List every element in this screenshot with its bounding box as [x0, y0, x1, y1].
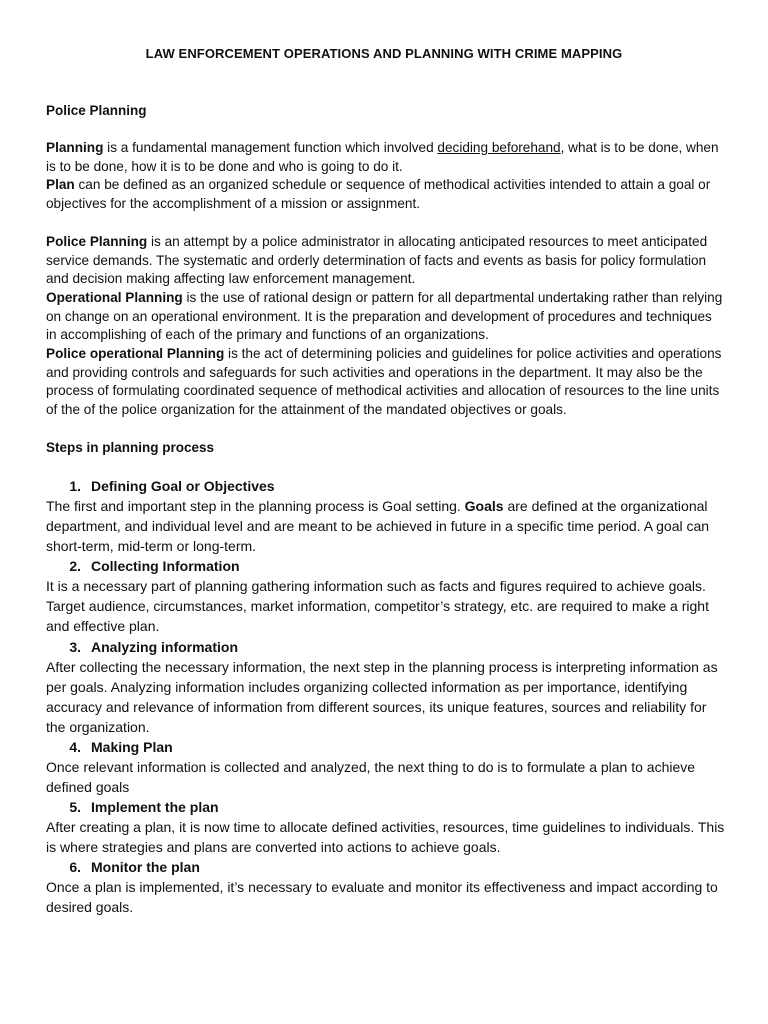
section-heading-police-planning: Police Planning	[46, 103, 147, 118]
step-number: 6.	[69, 859, 81, 876]
list-item	[46, 637, 726, 737]
step-body: After collecting the necessary information, the next step in the planning process is interpreting information as per goals. Analyzing information includes organizing collected information as per importance, identifying accuracy and relevance of information from different sources, its unique features, sources and reliability for the organization.	[46, 658, 718, 735]
step-title-text: Monitor the plan	[91, 859, 200, 876]
step-number: 1.	[69, 478, 81, 494]
list-item	[46, 556, 726, 636]
term-operational-planning: Operational Planning	[46, 290, 183, 305]
list-item	[46, 797, 726, 857]
underlined-phrase: deciding beforehand	[437, 140, 561, 155]
step-title	[46, 797, 726, 817]
step-title	[46, 737, 726, 757]
step-number: 2.	[69, 558, 81, 575]
term-plan: Plan	[46, 177, 75, 192]
step-title	[46, 476, 726, 496]
planning-text-b: , what is to be done, when is to be done, how it is to be done and who is going to do it.	[46, 140, 719, 174]
term-police-operational-planning: Police operational Planning	[46, 346, 225, 361]
step-title	[46, 637, 726, 657]
list-item	[46, 857, 726, 917]
step-body-text-b: are defined at the organizational department, and individual level and are meant to be achieved in future in a specific time period. A goal can short-term, mid-term or long-term.	[46, 498, 710, 555]
step-body-bold: Goals	[464, 498, 504, 514]
step-title-text: Implement the plan	[91, 799, 219, 816]
step-number: 4.	[69, 738, 81, 755]
term-planning: Planning	[46, 140, 104, 155]
step-body: Once relevant information is collected and analyzed, the next thing to do is to formulate a plan to achieve defined goals	[46, 758, 696, 796]
step-body-text-a: The first and important step in the planning process is Goal setting.	[46, 498, 465, 514]
section-heading-steps: Steps in planning process	[46, 440, 215, 455]
step-body	[46, 496, 726, 556]
step-title-text: Collecting Information	[91, 558, 240, 575]
paragraph-operational-planning-definition	[46, 289, 726, 345]
paragraph-police-operational-planning-definition	[46, 345, 726, 420]
operational-planning-text: is the use of rational design or pattern for all departmental undertaking rather than relying on change on an operational environment. It is the preparation and development of procedures and techniques in accomplishing of each of the primary and functions of an organizations.	[46, 290, 723, 343]
planning-text-a: is a fundamental management function which involved	[103, 140, 438, 155]
step-body: After creating a plan, it is now time to allocate defined activities, resources, time guidelines to individuals. This is where strategies and plans are converted into actions to achieve goals.	[46, 819, 725, 856]
paragraph-plan-definition	[46, 176, 726, 213]
step-title-text: Making Plan	[91, 738, 173, 755]
police-planning-text: is an attempt by a police administrator in allocating anticipated resources to meet anticipated service demands. The systematic and orderly determination of facts and events as basis for policy formulation and decision making affecting law enforcement management.	[46, 234, 708, 287]
document-title: LAW ENFORCEMENT OPERATIONS AND PLANNING WITH CRIME MAPPING	[145, 46, 623, 61]
police-operational-planning-text: is the act of determining policies and guidelines for police activities and operations and providing controls and safeguards for such activities and operations in the department. It may also be the process of formulating coordinated sequence of methodical activities and allocation of resources to the line units of the of the police organization for the attainment of the mandated objectives or goals.	[46, 346, 722, 418]
step-number: 5.	[69, 799, 81, 816]
step-title-text: Analyzing information	[91, 638, 238, 655]
step-body: Once a plan is implemented, it’s necessary to evaluate and monitor its effectiveness and impact according to desired goals.	[46, 879, 718, 916]
steps-list	[46, 476, 726, 918]
term-police-planning: Police Planning	[46, 234, 148, 249]
step-body: It is a necessary part of planning gathering information such as facts and figures required to achieve goals. Target audience, circumstances, market information, competitor’s strategy, etc. are required to make a right and effective plan.	[46, 578, 709, 635]
paragraph-police-planning-definition	[46, 233, 726, 289]
list-item	[46, 737, 726, 797]
step-title-text: Defining Goal or Objectives	[91, 478, 275, 494]
paragraph-planning-definition	[46, 139, 726, 176]
step-title	[46, 556, 726, 576]
plan-text: can be defined as an organized schedule or sequence of methodical activities intended to attain a goal or objectives for the accomplishment of a mission or assignment.	[46, 177, 711, 211]
step-number: 3.	[69, 638, 81, 655]
step-title	[46, 857, 726, 877]
list-item	[46, 476, 726, 556]
